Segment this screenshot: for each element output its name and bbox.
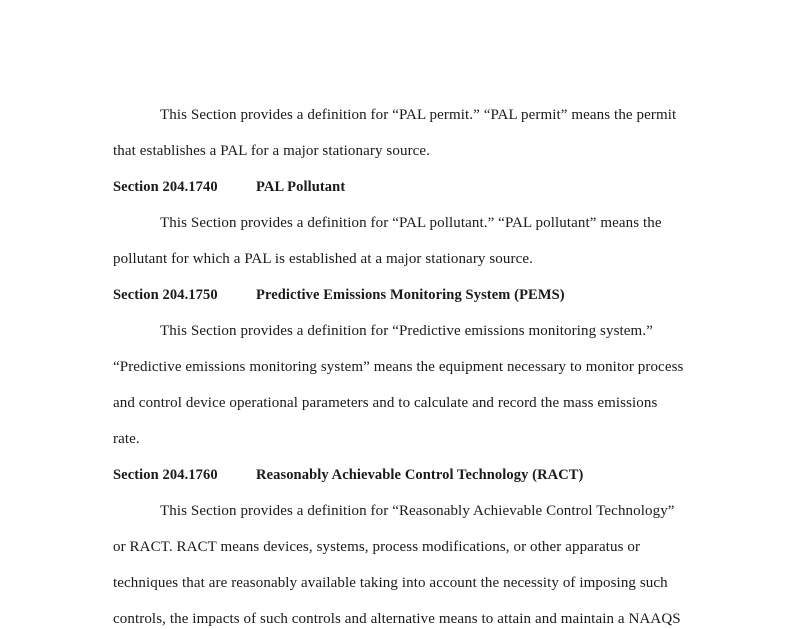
paragraph-pal-pollutant-line-1: This Section provides a definition for “PAL pollutant.” “PAL pollutant” means the <box>160 215 662 231</box>
paragraph-pal-pollutant-line-2: pollutant for which a PAL is established at a major stationary source. <box>113 251 533 267</box>
section-number: Section 204.1750 <box>113 287 218 303</box>
paragraph-ract-line-2: or RACT. RACT means devices, systems, process modifications, or other apparatus or <box>113 539 641 555</box>
paragraph-ract-line-1: This Section provides a definition for “Reasonably Achievable Control Technology” <box>160 503 675 519</box>
paragraph-pal-permit-line-1: This Section provides a definition for “PAL permit.” “PAL permit” means the permit <box>160 107 677 123</box>
section-title: Predictive Emissions Monitoring System (PEMS) <box>256 287 565 303</box>
paragraph-pems-line-3: and control device operational parameters and to calculate and record the mass emissions <box>113 395 658 411</box>
paragraph-pems-line-2: “Predictive emissions monitoring system” means the equipment necessary to monitor process <box>113 359 684 375</box>
paragraph-pal-permit-line-2: that establishes a PAL for a major stationary source. <box>113 143 431 159</box>
section-title: Reasonably Achievable Control Technology (RACT) <box>256 467 584 483</box>
paragraph-ract-line-3: techniques that are reasonably available taking into account the necessity of imposing such <box>113 575 668 591</box>
section-title: PAL Pollutant <box>256 179 346 195</box>
section-heading-204-1750 <box>113 285 565 305</box>
paragraph-ract-line-4: controls, the impacts of such controls and alternative means to attain and maintain a NAAQS <box>113 611 681 627</box>
paragraph-pems-line-4: rate. <box>113 431 140 447</box>
paragraph-pems-line-1: This Section provides a definition for “Predictive emissions monitoring system.” <box>160 323 653 339</box>
section-number: Section 204.1740 <box>113 179 218 195</box>
section-heading-204-1760 <box>113 465 584 485</box>
section-heading-204-1740 <box>113 177 346 197</box>
section-number: Section 204.1760 <box>113 467 218 483</box>
